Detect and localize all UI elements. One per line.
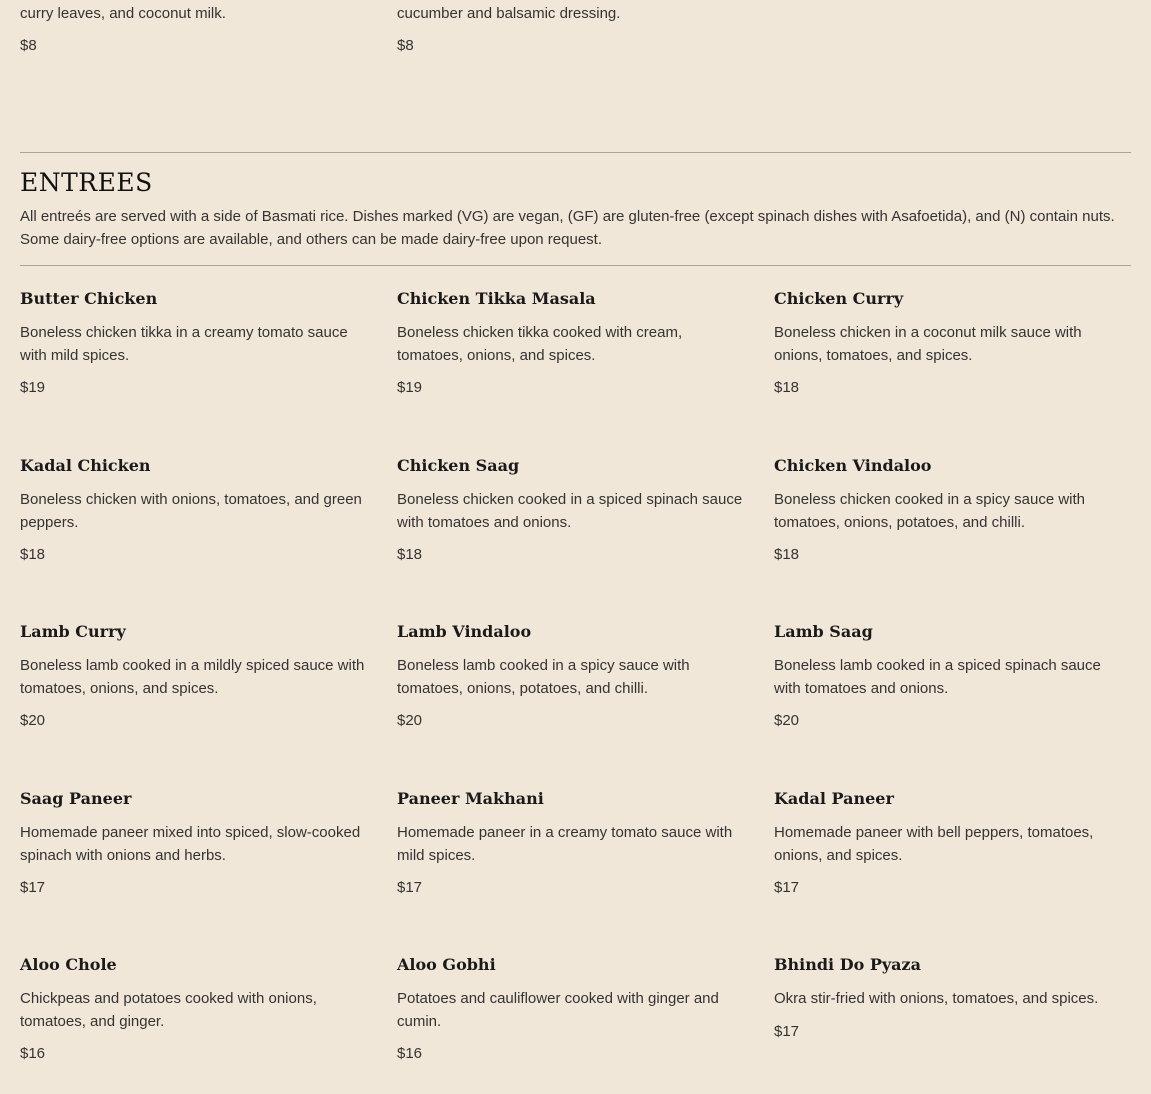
item-description: Potatoes and cauliflower cooked with ginger and cumin.: [397, 990, 719, 1030]
section-divider: [20, 265, 1131, 266]
item-description: Boneless chicken with onions, tomatoes, and green peppers.: [20, 491, 362, 531]
menu-item: [774, 954, 1124, 1040]
item-price: $18: [20, 546, 46, 563]
menu-item: [774, 788, 1124, 896]
item-price: $18: [774, 546, 800, 563]
item-price: $8: [20, 37, 37, 54]
item-name: Butter Chicken: [20, 289, 158, 308]
item-description: Boneless chicken tikka cooked with cream, tomatoes, onions, and spices.: [397, 324, 683, 364]
item-description: Homemade paneer with bell peppers, tomatoes, onions, and spices.: [774, 824, 1094, 864]
section-note: All entreés are served with a side of Basmati rice. Dishes marked (VG) are vegan, (GF) are gluten-free (except spinach dishes with Asafoetida), and (N) contain nuts. Some dairy-free options are available, and others can be made dairy-free upon request.: [20, 208, 1115, 248]
item-price: $20: [20, 712, 46, 729]
section-divider: [20, 152, 1131, 153]
menu-item: [397, 288, 747, 396]
item-price: $17: [774, 1022, 800, 1040]
item-price: $16: [20, 1045, 46, 1062]
item-name: Lamb Saag: [774, 622, 873, 641]
item-price: $8: [397, 37, 414, 54]
item-price: $18: [774, 379, 800, 396]
item-name: Lamb Curry: [20, 622, 126, 641]
item-name: Paneer Makhani: [397, 789, 544, 808]
item-description: Boneless chicken tikka in a creamy tomato sauce with mild spices.: [20, 324, 348, 364]
menu-item: [397, 954, 747, 1062]
item-description: Homemade paneer mixed into spiced, slow-cooked spinach with onions and herbs.: [20, 824, 361, 864]
item-name: Kadal Chicken: [20, 456, 151, 475]
item-description: Boneless chicken cooked in a spicy sauce with tomatoes, onions, potatoes, and chilli.: [774, 491, 1086, 531]
item-name: Chicken Curry: [774, 289, 904, 308]
item-description: Okra stir-fried with onions, tomatoes, and spices.: [774, 990, 1099, 1007]
item-price: $16: [397, 1045, 423, 1062]
item-description: cucumber and balsamic dressing.: [397, 5, 621, 22]
menu-item: [20, 788, 370, 896]
item-description: Boneless lamb cooked in a mildly spiced sauce with tomatoes, onions, and spices.: [20, 657, 365, 697]
item-name: Bhindi Do Pyaza: [774, 955, 921, 974]
item-name: Lamb Vindaloo: [397, 622, 532, 641]
item-description: Boneless lamb cooked in a spiced spinach sauce with tomatoes and onions.: [774, 657, 1101, 697]
item-description: curry leaves, and coconut milk.: [20, 5, 226, 22]
item-description: Homemade paneer in a creamy tomato sauce with mild spices.: [397, 824, 733, 864]
item-description: Boneless lamb cooked in a spicy sauce with tomatoes, onions, potatoes, and chilli.: [397, 657, 690, 697]
item-description: Boneless chicken in a coconut milk sauce with onions, tomatoes, and spices.: [774, 324, 1082, 364]
item-name: Chicken Tikka Masala: [397, 289, 596, 308]
item-price: $17: [397, 879, 423, 896]
item-price: $20: [774, 712, 800, 729]
item-price: $18: [397, 546, 423, 563]
menu-item: [20, 455, 370, 563]
menu-item: [20, 621, 370, 729]
item-name: Kadal Paneer: [774, 789, 894, 808]
menu-item: [20, 954, 370, 1062]
menu-item: [774, 288, 1124, 396]
item-name: Aloo Chole: [20, 955, 117, 974]
item-name: Chicken Vindaloo: [774, 456, 932, 475]
menu-item: [397, 788, 747, 896]
item-name: Chicken Saag: [397, 456, 520, 475]
item-description: Chickpeas and potatoes cooked with onions, tomatoes, and ginger.: [20, 990, 317, 1030]
item-price: $19: [397, 379, 423, 396]
menu-item: [774, 455, 1124, 563]
menu-item: [774, 621, 1124, 729]
item-price: $19: [20, 379, 46, 396]
menu-item: [397, 621, 747, 729]
menu-item: [397, 455, 747, 563]
item-price: $20: [397, 712, 423, 729]
item-description: Boneless chicken cooked in a spiced spinach sauce with tomatoes and onions.: [397, 491, 743, 531]
menu-item: [397, 3, 752, 54]
item-name: Aloo Gobhi: [397, 955, 496, 974]
item-price: $17: [774, 879, 800, 896]
section-title: ENTREES: [20, 168, 153, 197]
menu-item: [20, 3, 375, 54]
menu-item: [20, 288, 370, 396]
item-price: $17: [20, 879, 46, 896]
item-name: Saag Paneer: [20, 789, 132, 808]
